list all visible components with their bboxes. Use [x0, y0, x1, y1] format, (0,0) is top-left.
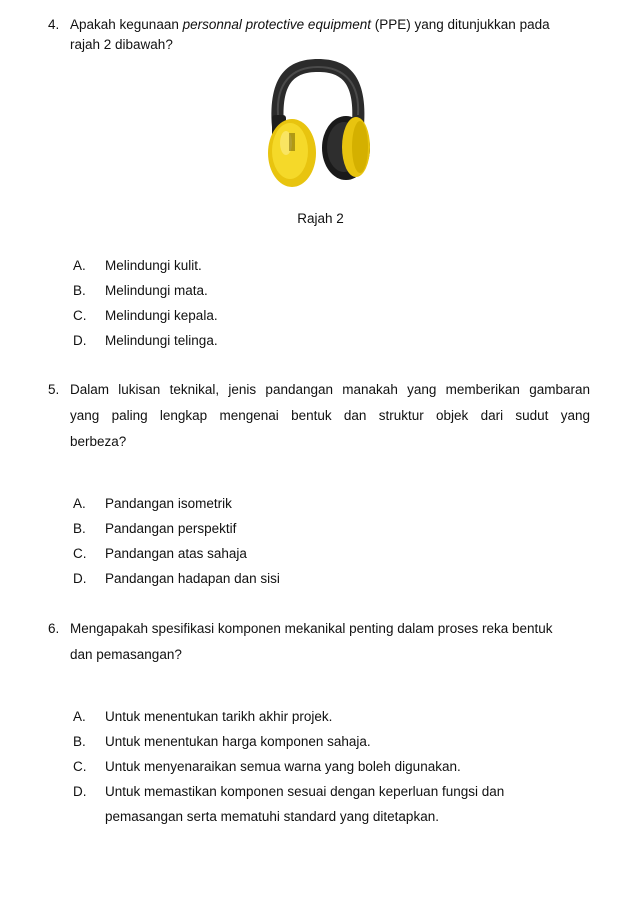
q6-option-d-letter: D.: [73, 784, 87, 799]
q5-option-a-letter: A.: [73, 496, 86, 511]
question-4-ppe-term: personnal protective equipment: [182, 17, 371, 32]
q4-option-d-letter: D.: [73, 333, 87, 348]
q5-option-a-text: Pandangan isometrik: [105, 496, 232, 511]
q6-option-a-letter: A.: [73, 709, 86, 724]
q6-option-d-text-line2: pemasangan serta mematuhi standard yang ditetapkan.: [105, 809, 439, 824]
question-5-text-line2: yang paling lengkap mengenai bentuk dan struktur objek dari sudut yang: [70, 408, 590, 423]
q4-option-a-text: Melindungi kulit.: [105, 258, 202, 273]
q6-option-d-text: Untuk memastikan komponen sesuai dengan keperluan fungsi dan: [105, 784, 505, 799]
q6-option-c-letter: C.: [73, 759, 87, 774]
q6-option-c-text: Untuk menyenaraikan semua warna yang boleh digunakan.: [105, 759, 461, 774]
q4-option-a-letter: A.: [73, 258, 86, 273]
q5-option-b-text: Pandangan perspektif: [105, 521, 237, 536]
q5-option-c-letter: C.: [73, 546, 87, 561]
question-6-number: 6.: [48, 621, 60, 636]
question-5-text-line1: Dalam lukisan teknikal, jenis pandangan manakah yang memberikan gambaran: [70, 382, 590, 397]
question-5-number: 5.: [48, 382, 60, 397]
q5-option-c-text: Pandangan atas sahaja: [105, 546, 247, 561]
q5-option-b-letter: B.: [73, 521, 86, 536]
q4-option-b-text: Melindungi mata.: [105, 283, 208, 298]
q5-option-d-text: Pandangan hadapan dan sisi: [105, 571, 280, 586]
question-5-text-line3: berbeza?: [70, 434, 127, 449]
q4-option-c-letter: C.: [73, 308, 87, 323]
figure-caption: Rajah 2: [297, 211, 344, 226]
earmuff-hearing-protector-icon: [258, 55, 378, 195]
q6-option-b-letter: B.: [73, 734, 86, 749]
q4-option-c-text: Melindungi kepala.: [105, 308, 218, 323]
question-4-text-line1: Apakah kegunaan personnal protective equipment (PPE) yang ditunjukkan pada: [70, 17, 550, 32]
q6-option-a-text: Untuk menentukan tarikh akhir projek.: [105, 709, 333, 724]
question-4-text-line2: rajah 2 dibawah?: [70, 37, 173, 52]
q4-option-b-letter: B.: [73, 283, 86, 298]
q6-option-b-text: Untuk menentukan harga komponen sahaja.: [105, 734, 371, 749]
q5-option-d-letter: D.: [73, 571, 87, 586]
question-6-text-line1: Mengapakah spesifikasi komponen mekanikal penting dalam proses reka bentuk: [70, 621, 553, 636]
question-4-number: 4.: [48, 17, 60, 32]
q4-option-d-text: Melindungi telinga.: [105, 333, 218, 348]
question-6-text-line2: dan pemasangan?: [70, 647, 182, 662]
